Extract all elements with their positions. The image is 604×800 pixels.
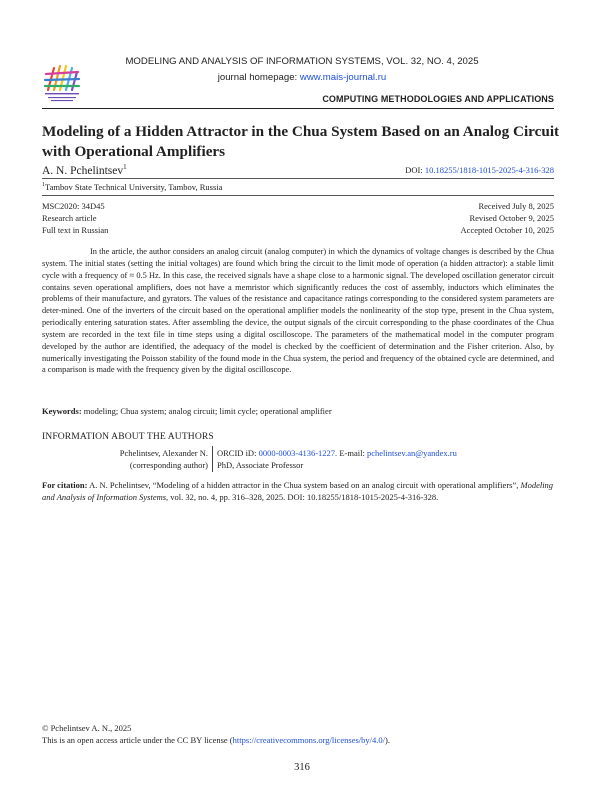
- accepted-date: Accepted October 10, 2025: [460, 225, 554, 235]
- affiliation-mark: 1: [42, 182, 45, 189]
- orcid-label: ORCID iD:: [217, 448, 257, 458]
- journal-name: MODELING AND ANALYSIS OF INFORMATION SYSTEMS, VOL. 32, NO. 4, 2025: [125, 56, 479, 67]
- license-line: [42, 734, 390, 746]
- author-name: A. N. Pchelintsev: [42, 164, 124, 177]
- received-date: Received July 8, 2025: [478, 201, 554, 211]
- author-degree: PhD, Associate Professor: [217, 460, 304, 470]
- page-number: 316: [294, 762, 310, 773]
- keywords: [42, 406, 332, 416]
- license-end: ).: [385, 735, 390, 745]
- citation: [42, 479, 557, 503]
- keywords-label: Keywords:: [42, 406, 82, 416]
- article-title: Modeling of a Hidden Attractor in the Chua System Based on an Analog Circuit with Operational Amplifiers: [42, 123, 560, 160]
- citation-text-end: , vol. 32, no. 4, pp. 316–328, 2025. DOI: 10.18255/1818-1015-2025-4-316-328.: [166, 492, 439, 502]
- doi-link[interactable]: 10.18255/1818-1015-2025-4-316-328: [424, 165, 554, 175]
- doi-label: DOI:: [405, 165, 423, 175]
- copyright-text: © Pchelintsev A. N., 2025: [42, 723, 132, 733]
- email-link[interactable]: pchelintsev.an@yandex.ru: [366, 448, 457, 458]
- revised-date: Revised October 9, 2025: [469, 213, 554, 223]
- section-label: COMPUTING METHODOLOGIES AND APPLICATIONS: [322, 94, 554, 104]
- license-link[interactable]: https://creativecommons.org/licenses/by/4.0/: [232, 735, 385, 745]
- article-type: Research article: [42, 213, 97, 223]
- affiliation: [42, 182, 222, 192]
- author-affil-mark: 1: [123, 163, 127, 171]
- author-role: (corresponding author): [129, 460, 208, 470]
- homepage-label: journal homepage:: [217, 72, 298, 83]
- copyright-block: [42, 722, 390, 746]
- abstract: In the article, the author considers an analog circuit (analog computer) in which the dynamics of voltage changes is described by the Chua system. The initial states (setting the initial voltages) are found which bring the circuit to the limit mode of operation (a hidden attractor): a stable limit cycle with a frequency of ≈ 0.5 Hz. In this case, the received signals have a shape close to a harmonic signal. The developed oscillation generator circuit contains seven operational amplifiers, does not have a memristor which significantly reduces the cost of assembly, inductors which eliminates the problems of their manufacture, and gyrators. The values of the resistance and capacitance ratings corresponding to the considered system parameters are deter-mined. One of the inverters of the circuit based on the operational amplifier models the nonlinearity of the stop type, present in the Chua system, periodically entering saturation states. After assembling the device, the output signals of the circuit corresponding to the phase coordinates of the Chua system are recorded in the text file in time steps using a digital oscilloscope. The parameters of the mathematical model in the computer program developed by the author are identified, the adequacy of the model is checked by the coefficient of determination and the Fisher criterion. Also, by numerically investigating the Poisson stability of the found mode in the Chua system, the period and frequency of the obtained cycle are determined, and a comparison is made with the frequency given by the digital oscilloscope.: [42, 247, 554, 375]
- keywords-text: modeling; Chua system; analog circuit; limit cycle; operational amplifier: [83, 406, 332, 416]
- msc-code: MSC2020: 34D45: [42, 201, 105, 211]
- author-info-name: [42, 447, 208, 471]
- license-text: This is an open access article under the CC BY license (: [42, 735, 233, 745]
- author-info-divider: [212, 446, 213, 472]
- orcid-link[interactable]: 0000-0003-4136-1227.: [258, 448, 338, 458]
- journal-homepage: [0, 72, 604, 83]
- affiliation-text: Tambov State Technical University, Tambov, Russia: [45, 182, 223, 192]
- author-info-details: [217, 447, 457, 471]
- affiliation-divider: [42, 195, 554, 196]
- homepage-link[interactable]: www.mais-journal.ru: [299, 72, 387, 83]
- doi: [405, 165, 554, 175]
- author-full-name: Pchelintsev, Alexander N.: [119, 448, 208, 458]
- author-line: [42, 163, 127, 177]
- citation-label: For citation:: [42, 480, 88, 490]
- author-divider: [42, 178, 554, 179]
- article-language: Full text in Russian: [42, 225, 109, 235]
- citation-text-start: A. N. Pchelintsev, “Modeling of a hidden attractor in the Chua system based on an analog circuit with operational amplifiers”,: [89, 480, 519, 490]
- citation-journal: Modeling and Analysis of Information Systems: [42, 480, 554, 502]
- email-label: E-mail:: [339, 448, 365, 458]
- authors-info-heading: INFORMATION ABOUT THE AUTHORS: [42, 431, 214, 442]
- header-divider: [42, 108, 554, 109]
